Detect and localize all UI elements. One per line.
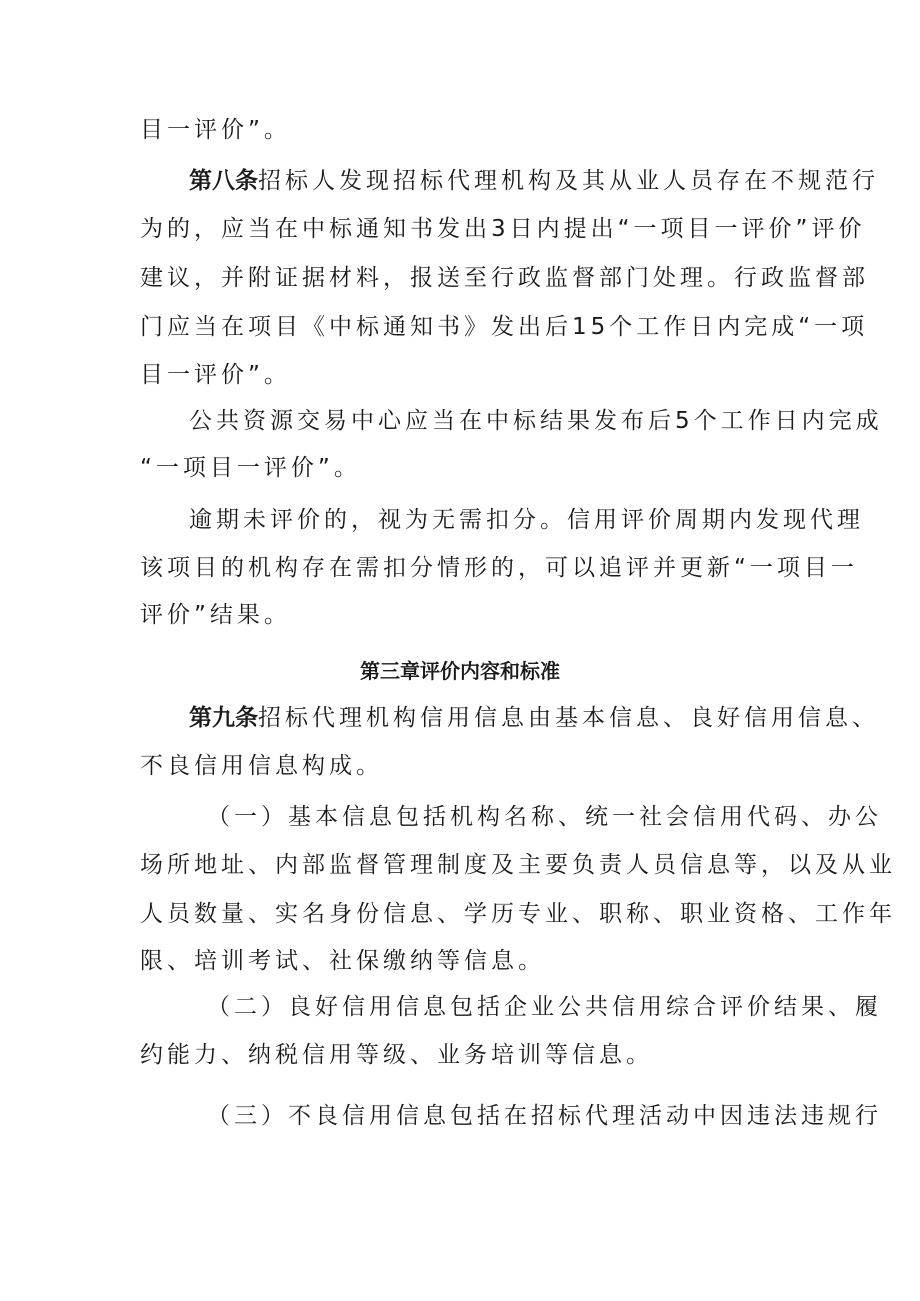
text-line: 限、培训考试、社保缴纳等信息。 <box>140 948 545 974</box>
article-label: 第九条 <box>189 705 258 731</box>
text-line: （三）不良信用信息包括在招标代理活动中因违法违规行 <box>207 1103 882 1129</box>
chapter-heading: 第三章评价内容和标准 <box>360 659 560 683</box>
text-line: 目一评价”。 <box>140 117 291 143</box>
article-9-first-line: 第九条招标代理机构信用信息由基本信息、良好信用信息、 <box>189 705 879 731</box>
text-line: 约能力、纳税信用等级、业务培训等信息。 <box>140 1042 653 1068</box>
text-line: 目一评价”。 <box>140 362 291 388</box>
text-line: （二）良好信用信息包括企业公共信用综合评价结果、履 <box>207 994 882 1020</box>
article-8-first-line: 第八条招标人发现招标代理机构及其从业人员存在不规范行 <box>189 168 879 194</box>
text-line: 评价”结果。 <box>140 602 291 628</box>
text-line: 不良信用信息构成。 <box>140 753 383 779</box>
text-line: “一项目一评价”。 <box>140 455 361 481</box>
text-line: 为的，应当在中标通知书发出3日内提出“一项目一评价”评价 <box>140 216 866 242</box>
text-line: 该项目的机构存在需扣分情形的，可以追评并更新“一项目一 <box>140 555 858 581</box>
text-line: 公共资源交易中心应当在中标结果发布后5个工作日内完成 <box>189 408 883 434</box>
article-label: 第八条 <box>189 168 258 194</box>
text-line: （一）基本信息包括机构名称、统一社会信用代码、办公 <box>207 804 882 830</box>
text-line: 逾期未评价的，视为无需扣分。信用评价周期内发现代理 <box>189 507 864 533</box>
text-line: 门应当在项目《中标通知书》发出后15个工作日内完成“一项 <box>140 314 869 340</box>
text-line: 场所地址、内部监督管理制度及主要负责人员信息等，以及从业 <box>140 852 896 878</box>
text-line: 人员数量、实名身份信息、学历专业、职称、职业资格、工作年 <box>140 901 896 927</box>
text-line: 建议，并附证据材料，报送至行政监督部门处理。行政监督部 <box>140 265 869 291</box>
